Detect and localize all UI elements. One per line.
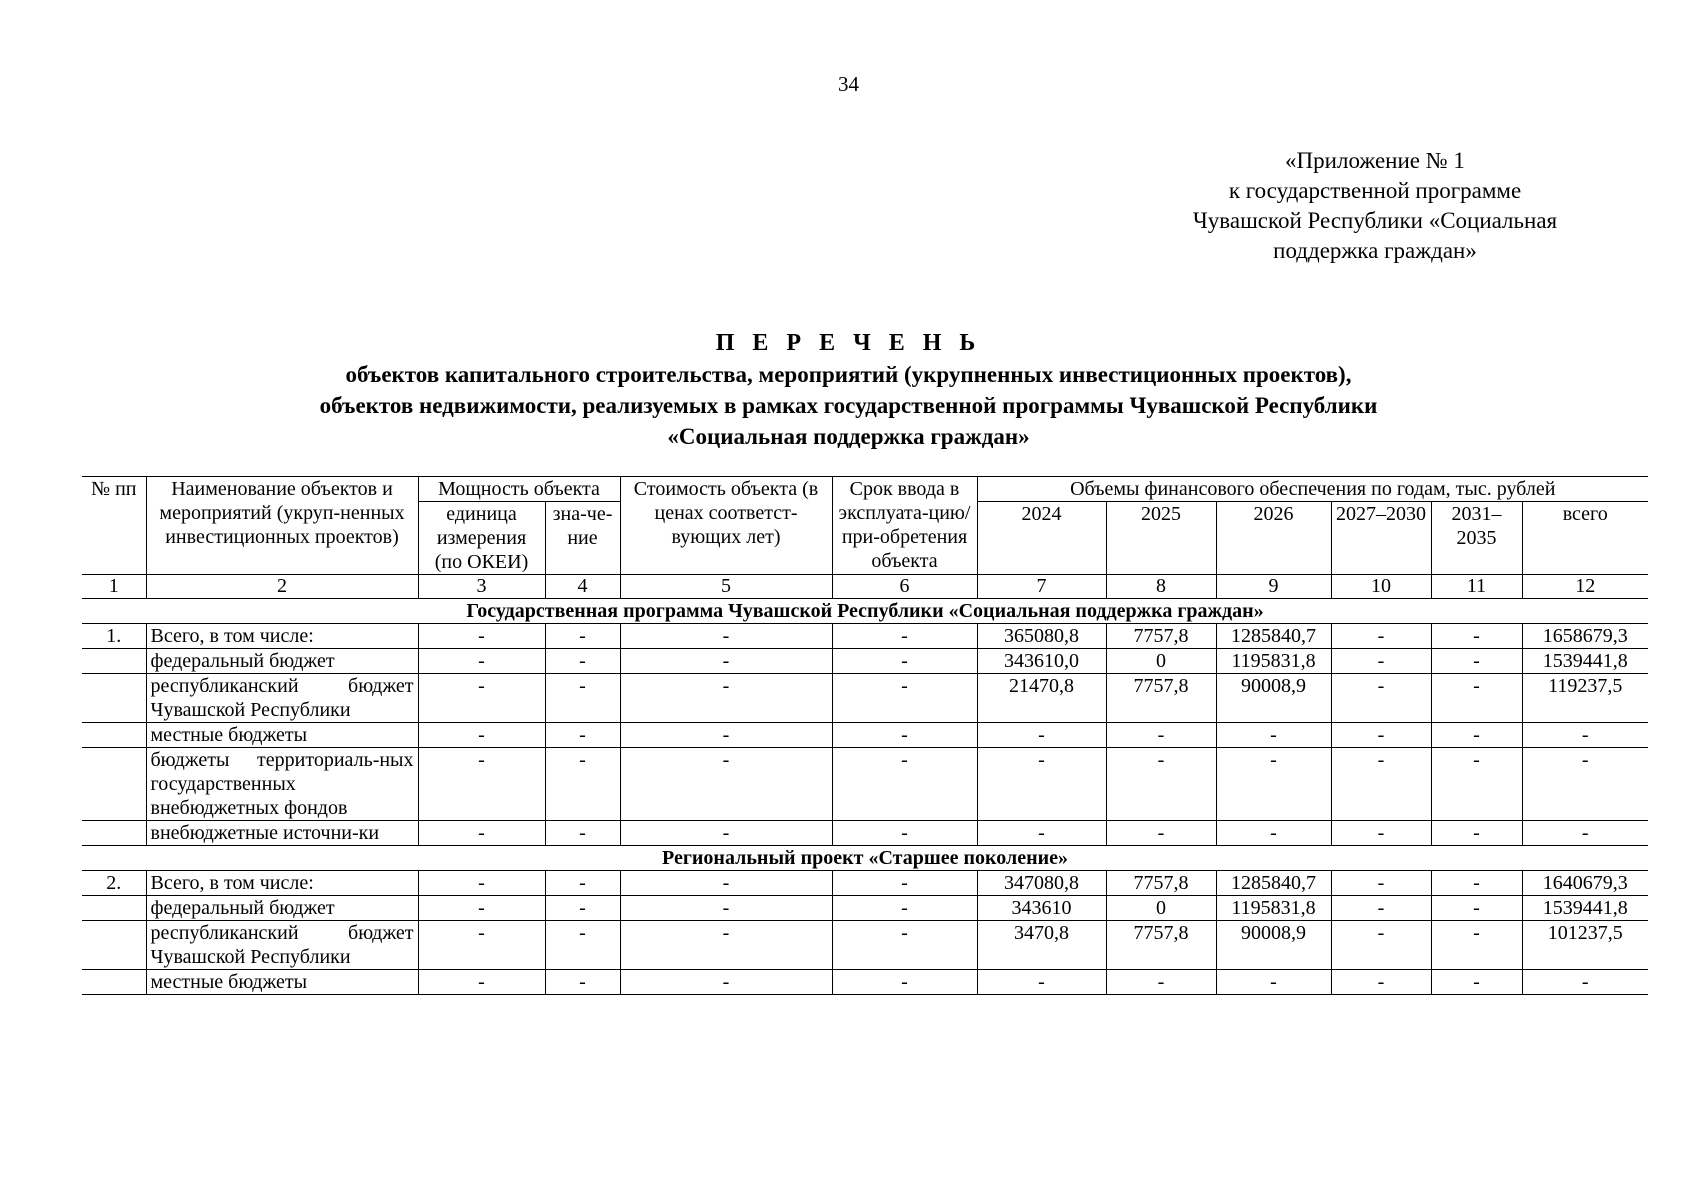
cell-c11: - xyxy=(1431,723,1522,748)
cell-c10: - xyxy=(1331,821,1431,846)
appendix-caption xyxy=(1155,146,1595,266)
cell-c3: - xyxy=(418,748,545,821)
column-number: 2 xyxy=(146,575,418,599)
cell-c3: - xyxy=(418,723,545,748)
cell-c12: 1539441,8 xyxy=(1522,649,1648,674)
table-row xyxy=(82,871,1648,896)
appendix-line: поддержка граждан» xyxy=(1273,238,1477,263)
cell-c7: 343610,0 xyxy=(977,649,1106,674)
cell-c12: - xyxy=(1522,970,1648,995)
cell-c8: - xyxy=(1106,748,1216,821)
cell-c11: - xyxy=(1431,921,1522,970)
section-row xyxy=(82,599,1648,624)
cell-c12: 1658679,3 xyxy=(1522,624,1648,649)
cell-c8: - xyxy=(1106,821,1216,846)
header-row xyxy=(82,477,1648,502)
row-number xyxy=(82,970,146,995)
header-name: Наименование объектов и мероприятий (укруп-ненных инвестиционных проектов) xyxy=(146,477,418,575)
cell-c12: 101237,5 xyxy=(1522,921,1648,970)
row-number xyxy=(82,674,146,723)
row-name: бюджеты территориаль-ных государственных внебюджетных фондов xyxy=(146,748,418,821)
header-term: Срок ввода в эксплуата-цию/при-обретения объекта xyxy=(832,477,977,575)
cell-c3: - xyxy=(418,871,545,896)
cell-c7: - xyxy=(977,748,1106,821)
header-finance: Объемы финансового обеспечения по годам, тыс. рублей xyxy=(977,477,1648,502)
appendix-line: «Приложение № 1 xyxy=(1285,148,1465,173)
cell-c6: - xyxy=(832,896,977,921)
cell-c9: 1285840,7 xyxy=(1216,624,1331,649)
cell-c4: - xyxy=(545,871,620,896)
cell-c6: - xyxy=(832,748,977,821)
cell-c7: - xyxy=(977,821,1106,846)
cell-c9: 1195831,8 xyxy=(1216,896,1331,921)
row-number xyxy=(82,896,146,921)
cell-c8: 7757,8 xyxy=(1106,674,1216,723)
cell-c8: 0 xyxy=(1106,649,1216,674)
cell-c10: - xyxy=(1331,921,1431,970)
cell-c11: - xyxy=(1431,649,1522,674)
title-line: объектов недвижимости, реализуемых в рамках государственной программы Чувашской Республики xyxy=(319,393,1378,418)
cell-c9: 1195831,8 xyxy=(1216,649,1331,674)
header-total: всего xyxy=(1522,502,1648,575)
column-number: 4 xyxy=(545,575,620,599)
header-cost: Стоимость объекта (в ценах соответст-вующих лет) xyxy=(620,477,832,575)
cell-c7: 21470,8 xyxy=(977,674,1106,723)
cell-c4: - xyxy=(545,748,620,821)
cell-c8: 7757,8 xyxy=(1106,921,1216,970)
row-name: местные бюджеты xyxy=(146,723,418,748)
cell-c10: - xyxy=(1331,896,1431,921)
cell-c7: 343610 xyxy=(977,896,1106,921)
row-name: внебюджетные источни-ки xyxy=(146,821,418,846)
cell-c3: - xyxy=(418,921,545,970)
row-number xyxy=(82,821,146,846)
cell-c11: - xyxy=(1431,871,1522,896)
cell-c10: - xyxy=(1331,723,1431,748)
cell-c10: - xyxy=(1331,871,1431,896)
cell-c5: - xyxy=(620,970,832,995)
cell-c3: - xyxy=(418,821,545,846)
objects-table xyxy=(82,476,1648,995)
section-title: Государственная программа Чувашской Республики «Социальная поддержка граждан» xyxy=(82,599,1648,624)
row-number: 2. xyxy=(82,871,146,896)
cell-c12: - xyxy=(1522,821,1648,846)
title-line: объектов капитального строительства, мероприятий (укрупненных инвестиционных проектов), xyxy=(345,362,1352,387)
row-name: Всего, в том числе: xyxy=(146,624,418,649)
header-unit: единица измерения (по ОКЕИ) xyxy=(418,502,545,575)
cell-c12: 1640679,3 xyxy=(1522,871,1648,896)
appendix-line: Чувашской Республики «Социальная xyxy=(1192,208,1558,233)
document-title xyxy=(0,328,1697,452)
cell-c4: - xyxy=(545,649,620,674)
cell-c9: 1285840,7 xyxy=(1216,871,1331,896)
cell-c6: - xyxy=(832,624,977,649)
table-row xyxy=(82,970,1648,995)
cell-c3: - xyxy=(418,674,545,723)
cell-c11: - xyxy=(1431,821,1522,846)
page-number: 34 xyxy=(838,72,859,96)
cell-c5: - xyxy=(620,921,832,970)
cell-c6: - xyxy=(832,674,977,723)
cell-c11: - xyxy=(1431,970,1522,995)
cell-c12: - xyxy=(1522,748,1648,821)
column-number: 1 xyxy=(82,575,146,599)
cell-c5: - xyxy=(620,821,832,846)
cell-c4: - xyxy=(545,970,620,995)
cell-c8: - xyxy=(1106,723,1216,748)
table-row xyxy=(82,723,1648,748)
cell-c4: - xyxy=(545,921,620,970)
cell-c6: - xyxy=(832,871,977,896)
cell-c8: 7757,8 xyxy=(1106,624,1216,649)
cell-c10: - xyxy=(1331,674,1431,723)
cell-c7: 365080,8 xyxy=(977,624,1106,649)
cell-c8: 0 xyxy=(1106,896,1216,921)
cell-c9: 90008,9 xyxy=(1216,921,1331,970)
header-capacity: Мощность объекта xyxy=(418,477,620,502)
table-row xyxy=(82,821,1648,846)
cell-c4: - xyxy=(545,896,620,921)
cell-c5: - xyxy=(620,649,832,674)
section-title: Региональный проект «Старшее поколение» xyxy=(82,846,1648,871)
cell-c4: - xyxy=(545,821,620,846)
cell-c9: - xyxy=(1216,970,1331,995)
column-number: 3 xyxy=(418,575,545,599)
header-num: № пп xyxy=(82,477,146,575)
column-number: 5 xyxy=(620,575,832,599)
column-number-row xyxy=(82,575,1648,599)
cell-c5: - xyxy=(620,748,832,821)
row-name: федеральный бюджет xyxy=(146,649,418,674)
cell-c9: - xyxy=(1216,748,1331,821)
column-number: 12 xyxy=(1522,575,1648,599)
column-number: 10 xyxy=(1331,575,1431,599)
table-row xyxy=(82,921,1648,970)
cell-c4: - xyxy=(545,674,620,723)
header-value: зна-че-ние xyxy=(545,502,620,575)
cell-c11: - xyxy=(1431,896,1522,921)
cell-c7: 3470,8 xyxy=(977,921,1106,970)
cell-c6: - xyxy=(832,649,977,674)
row-name: республиканский бюджет Чувашской Республики xyxy=(146,674,418,723)
cell-c5: - xyxy=(620,624,832,649)
cell-c5: - xyxy=(620,674,832,723)
cell-c9: - xyxy=(1216,723,1331,748)
cell-c7: - xyxy=(977,723,1106,748)
title-main: П Е Р Е Ч Е Н Ь xyxy=(715,330,982,356)
table-row xyxy=(82,674,1648,723)
row-name: республиканский бюджет Чувашской Республики xyxy=(146,921,418,970)
cell-c11: - xyxy=(1431,674,1522,723)
cell-c7: 347080,8 xyxy=(977,871,1106,896)
cell-c9: 90008,9 xyxy=(1216,674,1331,723)
cell-c12: 1539441,8 xyxy=(1522,896,1648,921)
cell-c6: - xyxy=(832,723,977,748)
row-name: Всего, в том числе: xyxy=(146,871,418,896)
table-row xyxy=(82,896,1648,921)
cell-c5: - xyxy=(620,871,832,896)
row-number: 1. xyxy=(82,624,146,649)
header-2025: 2025 xyxy=(1106,502,1216,575)
cell-c10: - xyxy=(1331,624,1431,649)
cell-c9: - xyxy=(1216,821,1331,846)
section-row xyxy=(82,846,1648,871)
header-2026: 2026 xyxy=(1216,502,1331,575)
row-number xyxy=(82,723,146,748)
cell-c5: - xyxy=(620,723,832,748)
row-number xyxy=(82,748,146,821)
cell-c11: - xyxy=(1431,624,1522,649)
header-2024: 2024 xyxy=(977,502,1106,575)
table-row xyxy=(82,649,1648,674)
cell-c6: - xyxy=(832,921,977,970)
cell-c7: - xyxy=(977,970,1106,995)
header-2027-2030: 2027–2030 xyxy=(1331,502,1431,575)
cell-c8: 7757,8 xyxy=(1106,871,1216,896)
cell-c12: 119237,5 xyxy=(1522,674,1648,723)
cell-c4: - xyxy=(545,723,620,748)
column-number: 7 xyxy=(977,575,1106,599)
cell-c3: - xyxy=(418,624,545,649)
cell-c4: - xyxy=(545,624,620,649)
cell-c6: - xyxy=(832,970,977,995)
cell-c11: - xyxy=(1431,748,1522,821)
cell-c3: - xyxy=(418,896,545,921)
cell-c3: - xyxy=(418,649,545,674)
title-line: «Социальная поддержка граждан» xyxy=(667,424,1030,449)
row-name: местные бюджеты xyxy=(146,970,418,995)
cell-c5: - xyxy=(620,896,832,921)
column-number: 6 xyxy=(832,575,977,599)
appendix-line: к государственной программе xyxy=(1228,178,1522,203)
table-row xyxy=(82,624,1648,649)
row-number xyxy=(82,649,146,674)
column-number: 9 xyxy=(1216,575,1331,599)
cell-c10: - xyxy=(1331,970,1431,995)
cell-c10: - xyxy=(1331,649,1431,674)
column-number: 8 xyxy=(1106,575,1216,599)
table-row xyxy=(82,748,1648,821)
column-number: 11 xyxy=(1431,575,1522,599)
cell-c3: - xyxy=(418,970,545,995)
cell-c12: - xyxy=(1522,723,1648,748)
header-2031-2035: 2031–2035 xyxy=(1431,502,1522,575)
cell-c10: - xyxy=(1331,748,1431,821)
row-name: федеральный бюджет xyxy=(146,896,418,921)
cell-c8: - xyxy=(1106,970,1216,995)
row-number xyxy=(82,921,146,970)
cell-c6: - xyxy=(832,821,977,846)
